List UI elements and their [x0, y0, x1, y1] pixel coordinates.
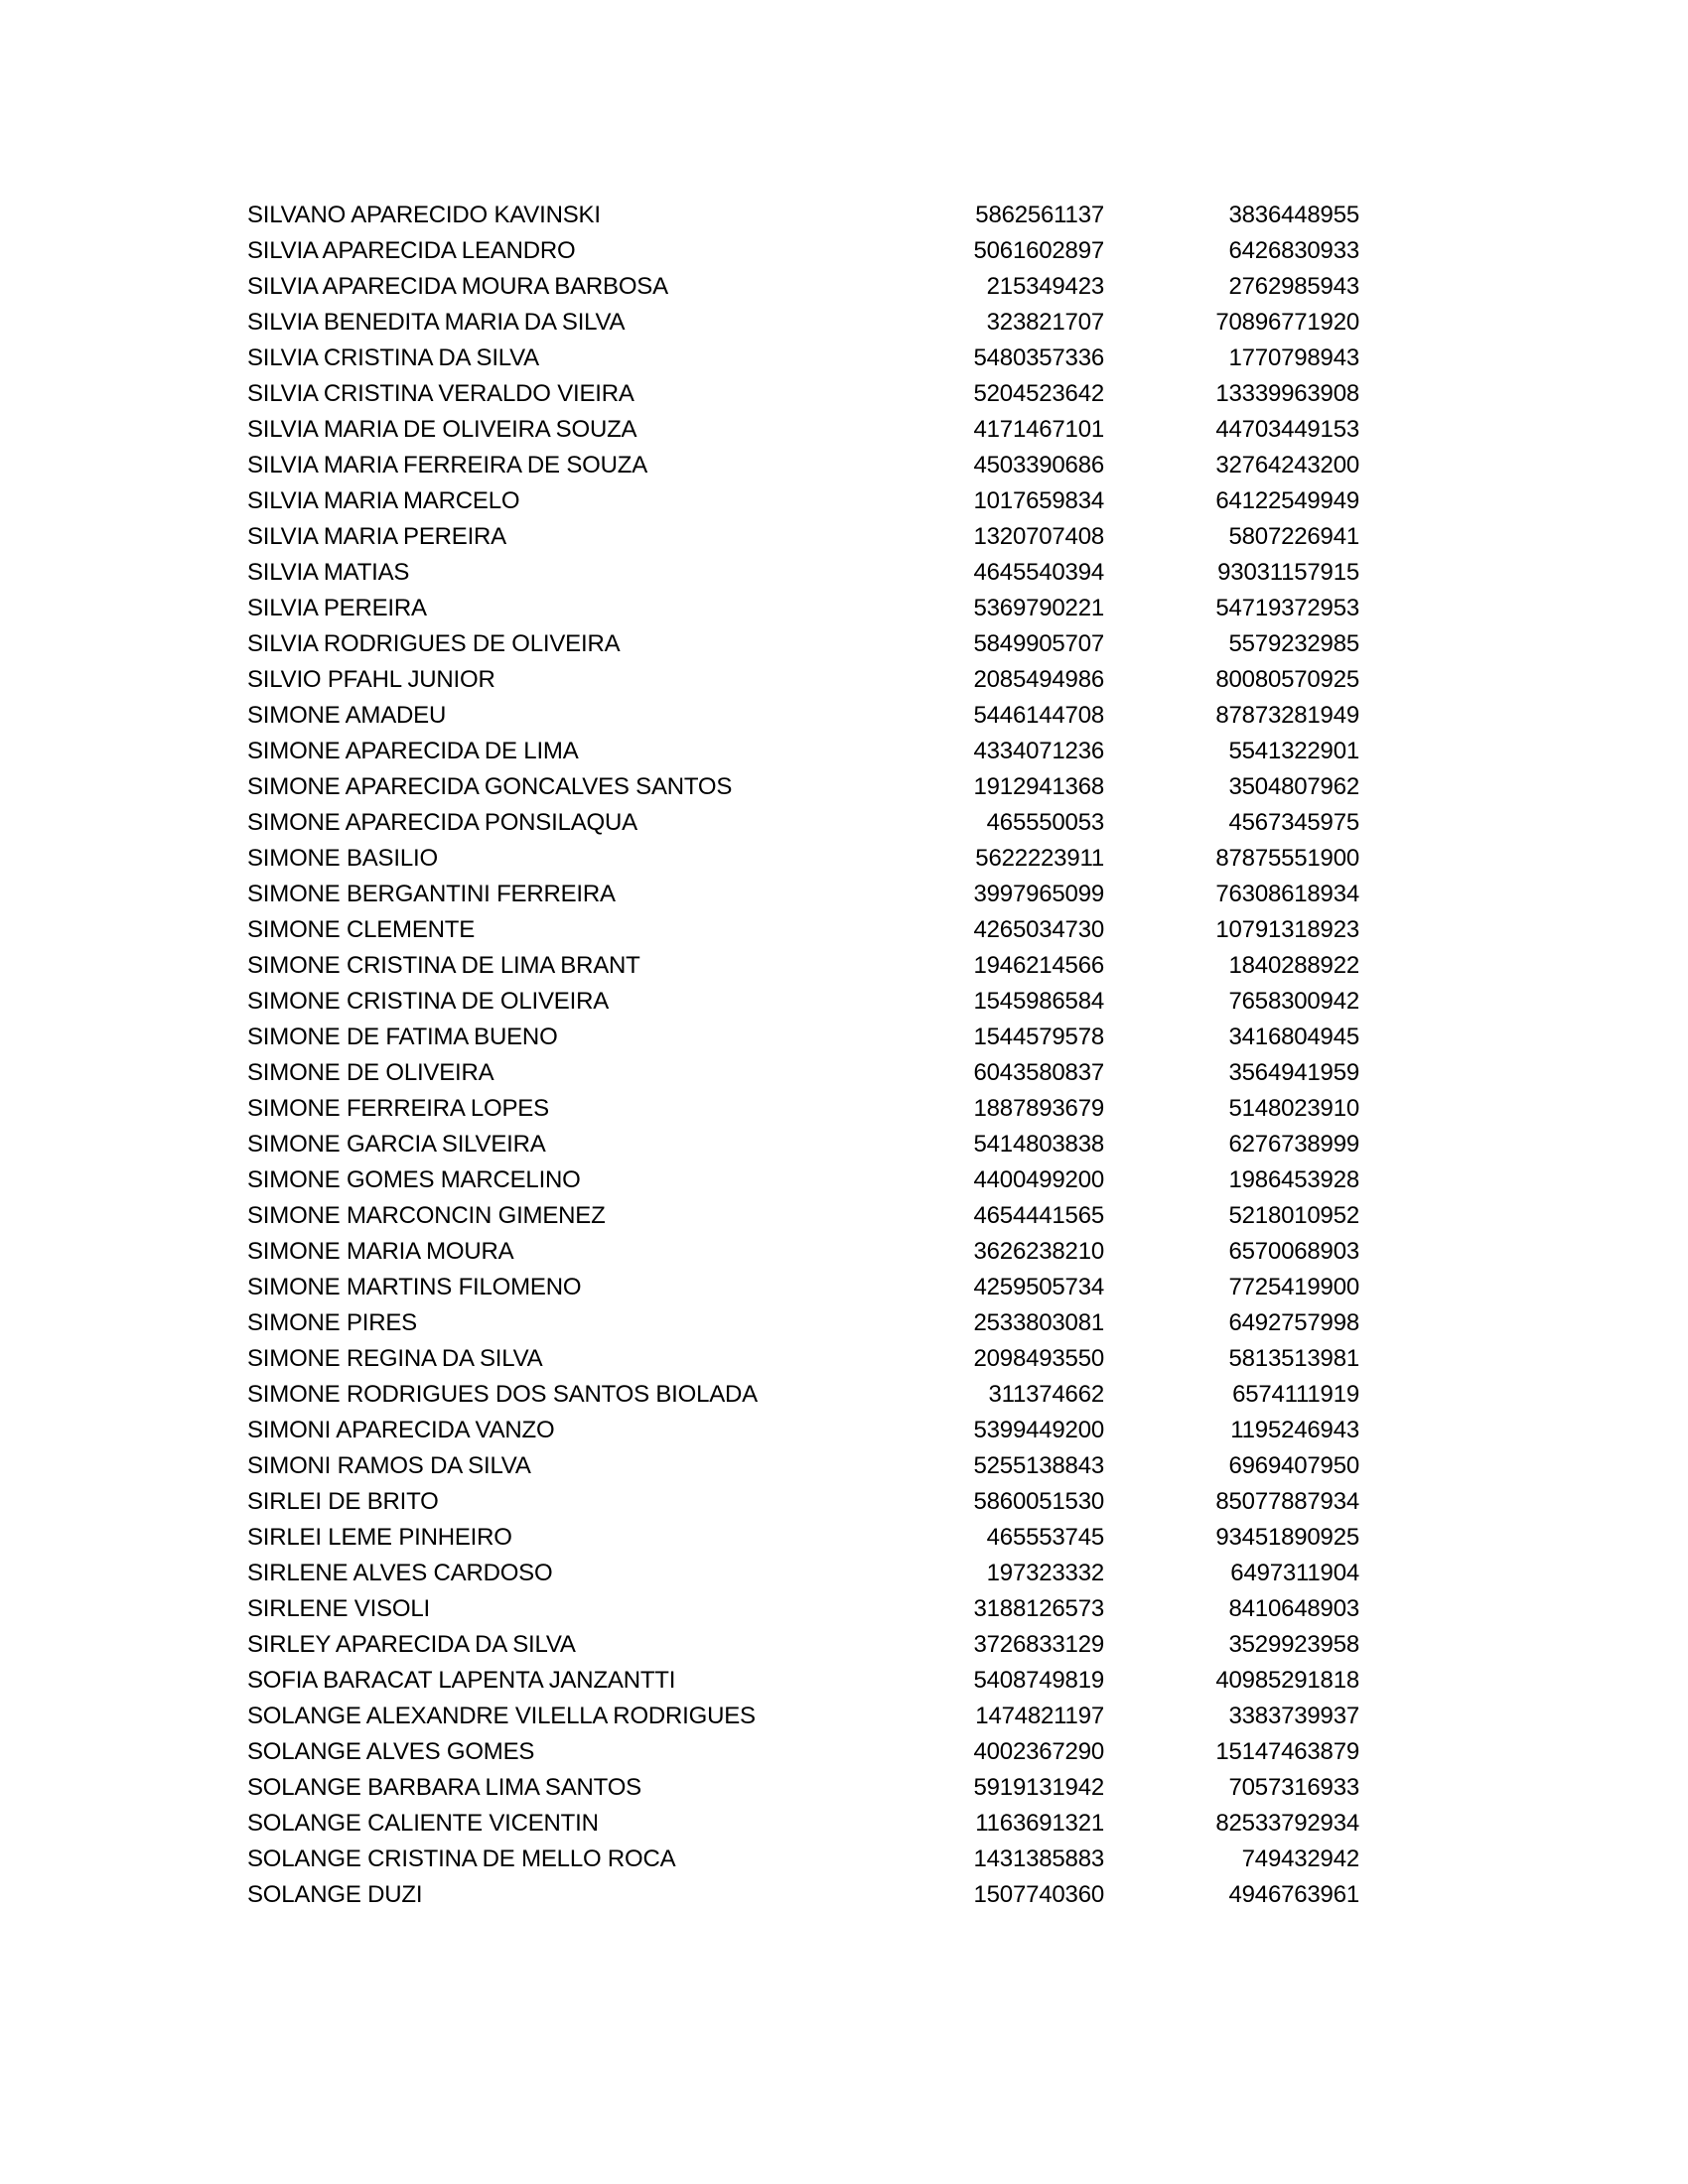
- table-row: [247, 1162, 1359, 1198]
- table-row: [247, 1877, 1359, 1913]
- number-column-1: 6043580837: [973, 1059, 1104, 1086]
- number-column-2: 5541322901: [1228, 738, 1359, 764]
- number-column-2: 1986453928: [1228, 1166, 1359, 1193]
- table-row: [247, 948, 1359, 984]
- person-name: SILVANO APARECIDO KAVINSKI: [247, 202, 601, 228]
- number-column-1: 5849905707: [973, 630, 1104, 657]
- number-column-1: 4002367290: [973, 1738, 1104, 1765]
- table-row: [247, 376, 1359, 412]
- number-column-2: 93451890925: [1215, 1524, 1359, 1551]
- number-column-1: 1017659834: [973, 487, 1104, 514]
- person-name: SIMONI RAMOS DA SILVA: [247, 1452, 531, 1479]
- table-row: [247, 483, 1359, 519]
- number-column-2: 5218010952: [1228, 1202, 1359, 1229]
- number-column-1: 1474821197: [975, 1703, 1104, 1729]
- table-row: [247, 984, 1359, 1020]
- number-column-2: 1840288922: [1228, 952, 1359, 979]
- number-column-2: 13339963908: [1215, 380, 1359, 407]
- table-row: [247, 1020, 1359, 1055]
- number-column-2: 5148023910: [1228, 1095, 1359, 1122]
- person-name: SILVIA MARIA DE OLIVEIRA SOUZA: [247, 416, 637, 443]
- number-column-1: 3188126573: [973, 1595, 1104, 1622]
- number-column-1: 1431385883: [973, 1845, 1104, 1872]
- table-row: [247, 412, 1359, 448]
- number-column-2: 5579232985: [1228, 630, 1359, 657]
- table-row: [247, 1556, 1359, 1591]
- number-column-2: 3564941959: [1228, 1059, 1359, 1086]
- person-name: SIMONE DE FATIMA BUENO: [247, 1024, 558, 1050]
- number-column-1: 5446144708: [973, 702, 1104, 729]
- number-column-1: 4334071236: [973, 738, 1104, 764]
- number-column-2: 76308618934: [1215, 881, 1359, 907]
- person-name: SIRLEI LEME PINHEIRO: [247, 1524, 512, 1551]
- person-name: SIMONE APARECIDA DE LIMA: [247, 738, 579, 764]
- number-column-2: 80080570925: [1215, 666, 1359, 693]
- table-row: [247, 1055, 1359, 1091]
- number-column-2: 4567345975: [1228, 809, 1359, 836]
- person-name: SOLANGE DUZI: [247, 1881, 423, 1908]
- table-row: [247, 1484, 1359, 1520]
- person-name: SIMONE RODRIGUES DOS SANTOS BIOLADA: [247, 1381, 758, 1408]
- person-name: SOLANGE ALVES GOMES: [247, 1738, 535, 1765]
- person-name: SIMONE PIRES: [247, 1309, 417, 1336]
- person-name: SILVIA MATIAS: [247, 559, 410, 586]
- number-column-2: 64122549949: [1215, 487, 1359, 514]
- table-row: [247, 734, 1359, 769]
- number-column-2: 85077887934: [1215, 1488, 1359, 1515]
- number-column-1: 3997965099: [973, 881, 1104, 907]
- person-name: SILVIA BENEDITA MARIA DA SILVA: [247, 309, 626, 336]
- person-name: SOLANGE CALIENTE VICENTIN: [247, 1810, 599, 1837]
- person-name: SILVIA RODRIGUES DE OLIVEIRA: [247, 630, 621, 657]
- person-name: SIMONE CLEMENTE: [247, 916, 476, 943]
- number-column-1: 4645540394: [973, 559, 1104, 586]
- person-name: SIMONE APARECIDA PONSILAQUA: [247, 809, 637, 836]
- number-column-1: 4265034730: [973, 916, 1104, 943]
- table-row: [247, 1234, 1359, 1270]
- person-name: SIRLEY APARECIDA DA SILVA: [247, 1631, 576, 1658]
- person-name: SILVIA MARIA PEREIRA: [247, 523, 506, 550]
- table-row: [247, 912, 1359, 948]
- table-row: [247, 1413, 1359, 1448]
- table-row: [247, 769, 1359, 805]
- person-name: SIMONE BASILIO: [247, 845, 438, 872]
- table-row: [247, 805, 1359, 841]
- number-column-2: 87875551900: [1215, 845, 1359, 872]
- person-name: SILVIO PFAHL JUNIOR: [247, 666, 495, 693]
- person-name: SILVIA MARIA MARCELO: [247, 487, 520, 514]
- number-column-1: 2533803081: [973, 1309, 1104, 1336]
- number-column-2: 3836448955: [1228, 202, 1359, 228]
- number-column-1: 5369790221: [973, 595, 1104, 621]
- number-column-1: 1545986584: [973, 988, 1104, 1015]
- number-column-2: 7658300942: [1228, 988, 1359, 1015]
- table-row: [247, 448, 1359, 483]
- number-column-1: 323821707: [986, 309, 1104, 336]
- person-name: SOLANGE BARBARA LIMA SANTOS: [247, 1774, 641, 1801]
- table-row: [247, 269, 1359, 305]
- number-column-1: 1163691321: [975, 1810, 1104, 1837]
- table-row: [247, 519, 1359, 555]
- person-name: SIMONE MARIA MOURA: [247, 1238, 514, 1265]
- table-row: [247, 1127, 1359, 1162]
- number-column-2: 3529923958: [1228, 1631, 1359, 1658]
- table-row: [247, 626, 1359, 662]
- number-column-2: 6574111919: [1232, 1381, 1359, 1408]
- number-column-2: 3383739937: [1228, 1703, 1359, 1729]
- number-column-2: 10791318923: [1215, 916, 1359, 943]
- number-column-1: 4503390686: [973, 452, 1104, 478]
- table-row: [247, 1734, 1359, 1770]
- number-column-2: 54719372953: [1215, 595, 1359, 621]
- person-name: SIMONE BERGANTINI FERREIRA: [247, 881, 616, 907]
- name-number-list: [247, 198, 1359, 1913]
- number-column-1: 5919131942: [973, 1774, 1104, 1801]
- person-name: SIRLENE VISOLI: [247, 1595, 430, 1622]
- table-row: [247, 1520, 1359, 1556]
- number-column-1: 5399449200: [973, 1417, 1104, 1443]
- person-name: SILVIA APARECIDA MOURA BARBOSA: [247, 273, 668, 300]
- person-name: SIMONI APARECIDA VANZO: [247, 1417, 555, 1443]
- number-column-2: 70896771920: [1215, 309, 1359, 336]
- number-column-2: 5807226941: [1228, 523, 1359, 550]
- number-column-1: 3726833129: [973, 1631, 1104, 1658]
- table-row: [247, 1091, 1359, 1127]
- person-name: SIRLEI DE BRITO: [247, 1488, 439, 1515]
- person-name: SOLANGE CRISTINA DE MELLO ROCA: [247, 1845, 676, 1872]
- number-column-1: 1946214566: [973, 952, 1104, 979]
- table-row: [247, 662, 1359, 698]
- number-column-1: 4259505734: [973, 1274, 1104, 1300]
- table-row: [247, 1770, 1359, 1806]
- number-column-1: 4171467101: [973, 416, 1104, 443]
- number-column-2: 749432942: [1241, 1845, 1359, 1872]
- table-row: [247, 555, 1359, 591]
- number-column-1: 5061602897: [973, 237, 1104, 264]
- number-column-1: 5860051530: [973, 1488, 1104, 1515]
- table-row: [247, 1806, 1359, 1842]
- table-row: [247, 1627, 1359, 1663]
- number-column-1: 197323332: [986, 1560, 1104, 1586]
- number-column-1: 1887893679: [973, 1095, 1104, 1122]
- table-row: [247, 1341, 1359, 1377]
- person-name: SILVIA CRISTINA DA SILVA: [247, 344, 539, 371]
- number-column-1: 5622223911: [975, 845, 1104, 872]
- number-column-1: 1320707408: [973, 523, 1104, 550]
- number-column-2: 1195246943: [1230, 1417, 1359, 1443]
- number-column-2: 44703449153: [1215, 416, 1359, 443]
- person-name: SILVIA MARIA FERREIRA DE SOUZA: [247, 452, 647, 478]
- number-column-2: 6276738999: [1228, 1131, 1359, 1158]
- person-name: SIMONE MARTINS FILOMENO: [247, 1274, 582, 1300]
- table-row: [247, 1448, 1359, 1484]
- number-column-1: 5408749819: [973, 1667, 1104, 1694]
- number-column-2: 7725419900: [1228, 1274, 1359, 1300]
- person-name: SILVIA PEREIRA: [247, 595, 427, 621]
- person-name: SIMONE GOMES MARCELINO: [247, 1166, 581, 1193]
- number-column-2: 2762985943: [1228, 273, 1359, 300]
- table-row: [247, 1377, 1359, 1413]
- person-name: SILVIA APARECIDA LEANDRO: [247, 237, 576, 264]
- number-column-2: 5813513981: [1228, 1345, 1359, 1372]
- number-column-2: 6497311904: [1230, 1560, 1359, 1586]
- person-name: SIMONE CRISTINA DE OLIVEIRA: [247, 988, 610, 1015]
- person-name: SIMONE REGINA DA SILVA: [247, 1345, 543, 1372]
- person-name: SIMONE MARCONCIN GIMENEZ: [247, 1202, 606, 1229]
- number-column-2: 15147463879: [1215, 1738, 1359, 1765]
- number-column-1: 5862561137: [975, 202, 1104, 228]
- number-column-1: 1507740360: [973, 1881, 1104, 1908]
- number-column-2: 4946763961: [1228, 1881, 1359, 1908]
- number-column-1: 2098493550: [973, 1345, 1104, 1372]
- table-row: [247, 1842, 1359, 1877]
- person-name: SIRLENE ALVES CARDOSO: [247, 1560, 553, 1586]
- number-column-2: 32764243200: [1215, 452, 1359, 478]
- number-column-1: 5480357336: [973, 344, 1104, 371]
- table-row: [247, 1198, 1359, 1234]
- number-column-2: 6969407950: [1228, 1452, 1359, 1479]
- number-column-2: 3416804945: [1228, 1024, 1359, 1050]
- table-row: [247, 591, 1359, 626]
- person-name: SIMONE GARCIA SILVEIRA: [247, 1131, 546, 1158]
- number-column-2: 1770798943: [1228, 344, 1359, 371]
- table-row: [247, 198, 1359, 233]
- table-row: [247, 698, 1359, 734]
- number-column-2: 93031157915: [1217, 559, 1359, 586]
- person-name: SOLANGE ALEXANDRE VILELLA RODRIGUES: [247, 1703, 756, 1729]
- table-row: [247, 1270, 1359, 1305]
- table-row: [247, 877, 1359, 912]
- person-name: SOFIA BARACAT LAPENTA JANZANTTI: [247, 1667, 676, 1694]
- number-column-1: 1912941368: [973, 773, 1104, 800]
- person-name: SIMONE CRISTINA DE LIMA BRANT: [247, 952, 640, 979]
- number-column-2: 82533792934: [1215, 1810, 1359, 1837]
- number-column-2: 3504807962: [1228, 773, 1359, 800]
- person-name: SILVIA CRISTINA VERALDO VIEIRA: [247, 380, 634, 407]
- number-column-2: 7057316933: [1228, 1774, 1359, 1801]
- person-name: SIMONE APARECIDA GONCALVES SANTOS: [247, 773, 733, 800]
- table-row: [247, 841, 1359, 877]
- table-row: [247, 1663, 1359, 1699]
- number-column-1: 5204523642: [973, 380, 1104, 407]
- number-column-1: 5255138843: [973, 1452, 1104, 1479]
- number-column-1: 465553745: [986, 1524, 1104, 1551]
- table-row: [247, 1591, 1359, 1627]
- number-column-1: 1544579578: [973, 1024, 1104, 1050]
- number-column-1: 4400499200: [973, 1166, 1104, 1193]
- number-column-1: 311374662: [988, 1381, 1104, 1408]
- table-row: [247, 233, 1359, 269]
- table-row: [247, 1305, 1359, 1341]
- number-column-2: 6492757998: [1228, 1309, 1359, 1336]
- number-column-2: 6570068903: [1228, 1238, 1359, 1265]
- number-column-1: 2085494986: [973, 666, 1104, 693]
- person-name: SIMONE AMADEU: [247, 702, 447, 729]
- number-column-2: 87873281949: [1215, 702, 1359, 729]
- number-column-1: 3626238210: [973, 1238, 1104, 1265]
- person-name: SIMONE FERREIRA LOPES: [247, 1095, 549, 1122]
- number-column-1: 4654441565: [973, 1202, 1104, 1229]
- number-column-2: 40985291818: [1215, 1667, 1359, 1694]
- number-column-1: 5414803838: [973, 1131, 1104, 1158]
- number-column-1: 465550053: [986, 809, 1104, 836]
- number-column-1: 215349423: [986, 273, 1104, 300]
- table-row: [247, 305, 1359, 341]
- number-column-2: 6426830933: [1228, 237, 1359, 264]
- table-row: [247, 341, 1359, 376]
- number-column-2: 8410648903: [1228, 1595, 1359, 1622]
- table-row: [247, 1699, 1359, 1734]
- person-name: SIMONE DE OLIVEIRA: [247, 1059, 494, 1086]
